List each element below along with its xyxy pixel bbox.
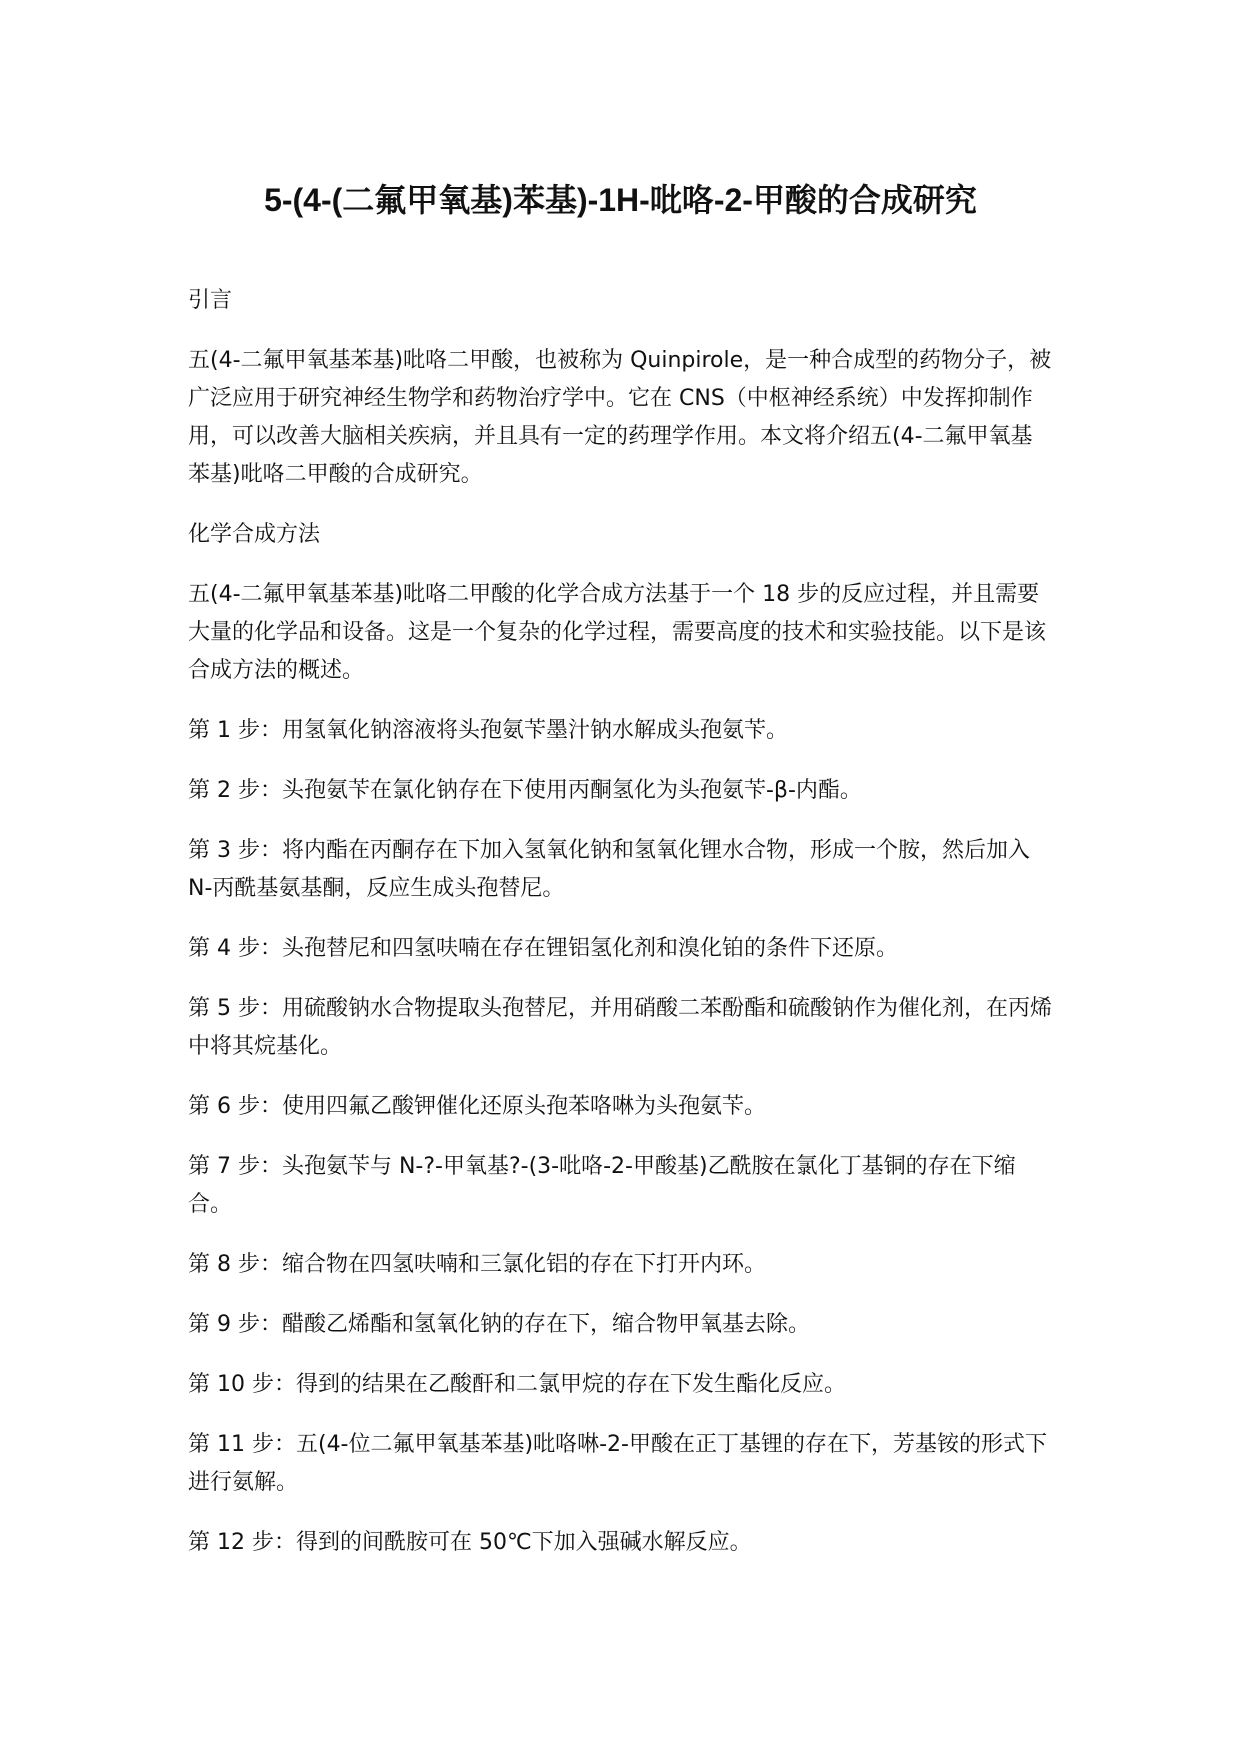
section-heading-method: 化学合成方法 <box>188 522 321 547</box>
section-heading-intro: 引言 <box>188 288 233 313</box>
step-5: 第 5 步：用硫酸钠水合物提取头孢替尼，并用硝酸二苯酚酯和硫酸钠作为催化剂，在丙烯中将其烷基化。 <box>188 996 1052 1059</box>
step-8: 第 8 步：缩合物在四氢呋喃和三氯化铝的存在下打开内环。 <box>188 1252 766 1277</box>
step-9: 第 9 步：醋酸乙烯酯和氢氧化钠的存在下，缩合物甲氧基去除。 <box>188 1312 810 1337</box>
paragraph-intro: 五(4-二氟甲氧基苯基)吡咯二甲酸，也被称为 Quinpirole，是一种合成型的药物分子，被广泛应用于研究神经生物学和药物治疗学中。它在 CNS（中枢神经系统）中发挥抑制作用，可以改善大脑相关疾病，并且具有一定的药理学作用。本文将介绍五(4-二氟甲氧基苯基)吡咯二甲酸的合成研究。 <box>188 348 1052 487</box>
paragraph-method: 五(4-二氟甲氧基苯基)吡咯二甲酸的化学合成方法基于一个 18 步的反应过程，并且需要大量的化学品和设备。这是一个复杂的化学过程，需要高度的技术和实验技能。以下是该合成方法的概述。 <box>188 582 1047 683</box>
step-12: 第 12 步：得到的间酰胺可在 50℃下加入强碱水解反应。 <box>188 1530 752 1555</box>
step-6: 第 6 步：使用四氟乙酸钾催化还原头孢苯咯啉为头孢氨苄。 <box>188 1094 766 1119</box>
step-4: 第 4 步：头孢替尼和四氢呋喃在存在锂铝氢化剂和溴化铂的条件下还原。 <box>188 936 898 961</box>
step-11: 第 11 步：五(4-位二氟甲氧基苯基)吡咯啉-2-甲酸在正丁基锂的存在下，芳基铵的形式下进行氨解。 <box>188 1432 1047 1495</box>
step-7: 第 7 步：头孢氨苄与 N-?-甲氧基?-(3-吡咯-2-甲酸基)乙酰胺在氯化丁基铜的存在下缩合。 <box>188 1154 1016 1217</box>
step-3: 第 3 步：将内酯在丙酮存在下加入氢氧化钠和氢氧化锂水合物，形成一个胺，然后加入 N-丙酰基氨基酮，反应生成头孢替尼。 <box>188 838 1030 901</box>
step-2: 第 2 步：头孢氨苄在氯化钠存在下使用丙酮氢化为头孢氨苄-β-内酯。 <box>188 778 862 803</box>
step-1: 第 1 步：用氢氧化钠溶液将头孢氨苄墨汁钠水解成头孢氨苄。 <box>188 718 788 743</box>
step-10: 第 10 步：得到的结果在乙酸酐和二氯甲烷的存在下发生酯化反应。 <box>188 1372 846 1397</box>
document-title: 5-(4-(二氟甲氧基)苯基)-1H-吡咯-2-甲酸的合成研究 <box>264 182 977 218</box>
document-body <box>188 282 1054 1584</box>
